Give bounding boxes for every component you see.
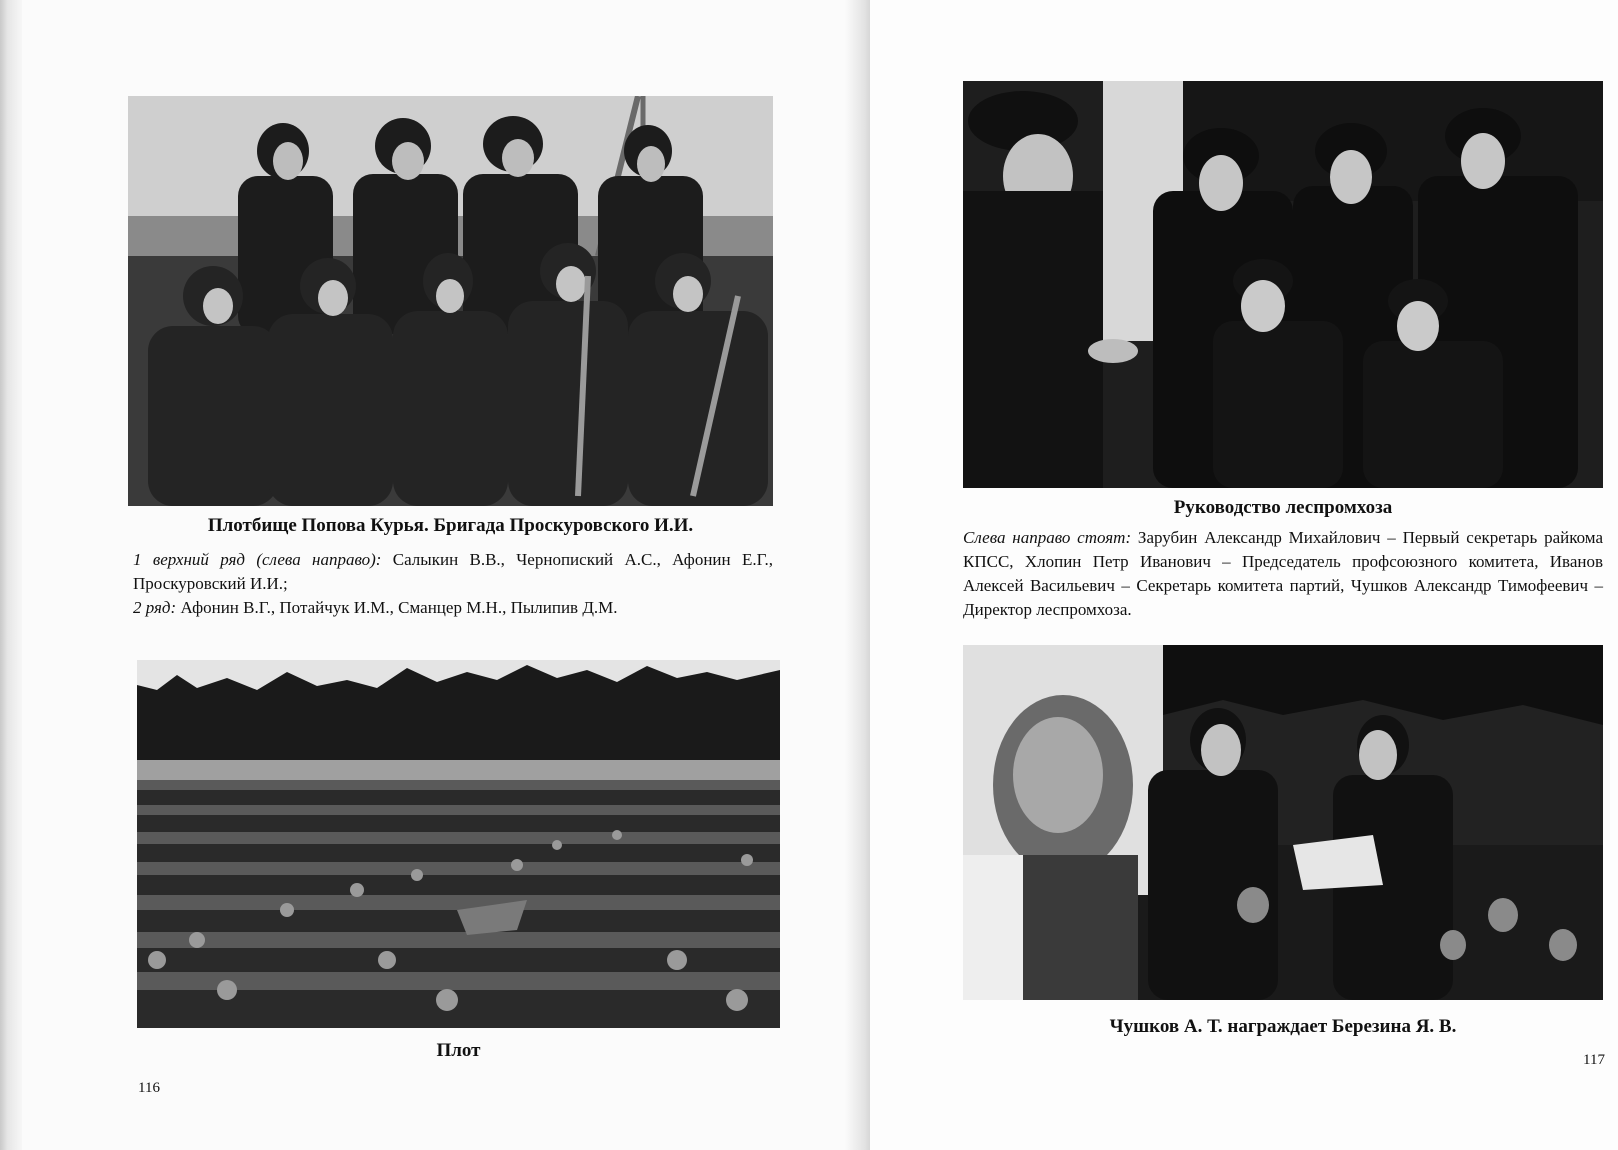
page-number-left: 116	[138, 1080, 160, 1096]
caption-text: Зарубин Александр Михайлович – Первый секретарь райкома КПСС, Хлопин Петр Иванович – Председатель профсоюзного комитета, Иванов Алексей Васильевич – Секретарь комитета партий, Чушков Александр Тимофеевич – Директор леспромхоза.	[963, 528, 1603, 619]
brigade-photo-title: Плотбище Попова Курья. Бригада Проскуровского И.И.	[207, 515, 694, 536]
award-ceremony-photo	[963, 645, 1603, 1000]
brigade-photo-caption	[133, 548, 773, 620]
leadership-photo	[963, 81, 1603, 488]
row2-names: Афонин В.Г., Потайчук И.М., Сманцер М.Н., Пылипив Д.М.	[176, 598, 618, 617]
row2-label: 2 ряд:	[133, 598, 177, 617]
row1-label: 1 верхний ряд (слева направо):	[133, 550, 382, 569]
page-edge-shadow	[0, 0, 22, 1150]
award-photo-title: Чушков А. Т. награждает Березина Я. В.	[1109, 1016, 1457, 1037]
brigade-group-photo	[128, 96, 773, 506]
leadership-photo-caption	[963, 526, 1603, 622]
right-page	[870, 0, 1618, 1150]
log-raft-photo	[137, 660, 780, 1028]
caption-lead: Слева направо стоят:	[963, 528, 1132, 547]
leadership-photo-title: Руководство леспромхоза	[1173, 497, 1393, 518]
row1-names: Салыкин В.В., Чернопиский А.С., Афонин Е.Г., Проскуровский И.И.;	[133, 550, 773, 593]
page-number-right: 117	[1583, 1052, 1605, 1068]
raft-photo-title: Плот	[436, 1040, 481, 1061]
